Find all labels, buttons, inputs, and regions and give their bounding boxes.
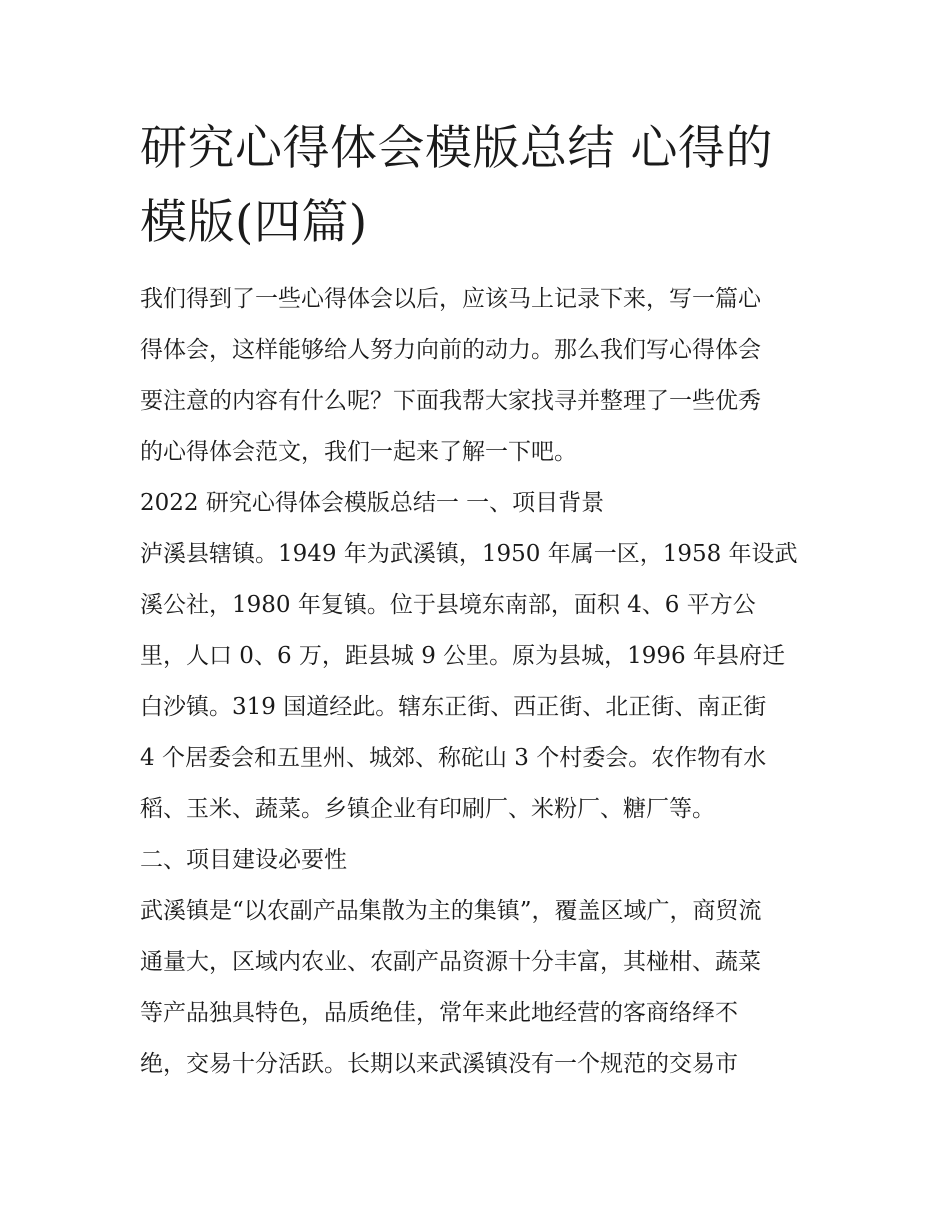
section-heading: [140, 478, 820, 529]
necessity-paragraph: [140, 886, 820, 1090]
text-line: 泸溪县辖镇。1949 年为武溪镇，1950 年属一区，1958 年设武: [140, 541, 798, 567]
text-line: 二、项目建设必要性: [140, 847, 347, 873]
text-line: 等产品独具特色，品质绝佳，常年来此地经营的客商络绎不: [140, 1000, 738, 1026]
document-title: [140, 112, 820, 260]
text-line: 我们得到了一些心得体会以后，应该马上记录下来，写一篇心: [140, 286, 761, 312]
title-line: 研究心得体会模版总结 心得的: [140, 121, 773, 176]
title-line: 模版(四篇): [140, 195, 368, 250]
text-line: 2022 研究心得体会模版总结一 一、项目背景: [140, 490, 605, 516]
document-body: [140, 112, 820, 1090]
intro-paragraph: [140, 274, 820, 478]
text-line: 得体会，这样能够给人努力向前的动力。那么我们写心得体会: [140, 337, 761, 363]
text-line: 绝，交易十分活跃。长期以来武溪镇没有一个规范的交易市: [140, 1051, 738, 1077]
text-line: 溪公社，1980 年复镇。位于县境东南部，面积 4、6 平方公: [140, 592, 756, 618]
text-line: 4 个居委会和五里州、城郊、称砣山 3 个村委会。农作物有水: [140, 745, 767, 771]
text-line: 稻、玉米、蔬菜。乡镇企业有印刷厂、米粉厂、糖厂等。: [140, 796, 715, 822]
text-line: 里，人口 0、6 万，距县城 9 公里。原为县城，1996 年县府迁: [140, 643, 785, 669]
section-heading: [140, 835, 820, 886]
text-line: 要注意的内容有什么呢？下面我帮大家找寻并整理了一些优秀: [140, 388, 761, 414]
text-line: 白沙镇。319 国道经此。辖东正街、西正街、北正街、南正街: [140, 694, 767, 720]
background-paragraph: [140, 529, 820, 835]
text-line: 的心得体会范文，我们一起来了解一下吧。: [140, 439, 577, 465]
text-line: 通量大，区域内农业、农副产品资源十分丰富，其椪柑、蔬菜: [140, 949, 761, 975]
text-line: 武溪镇是“以农副产品集散为主的集镇”，覆盖区域广，商贸流: [140, 898, 762, 924]
